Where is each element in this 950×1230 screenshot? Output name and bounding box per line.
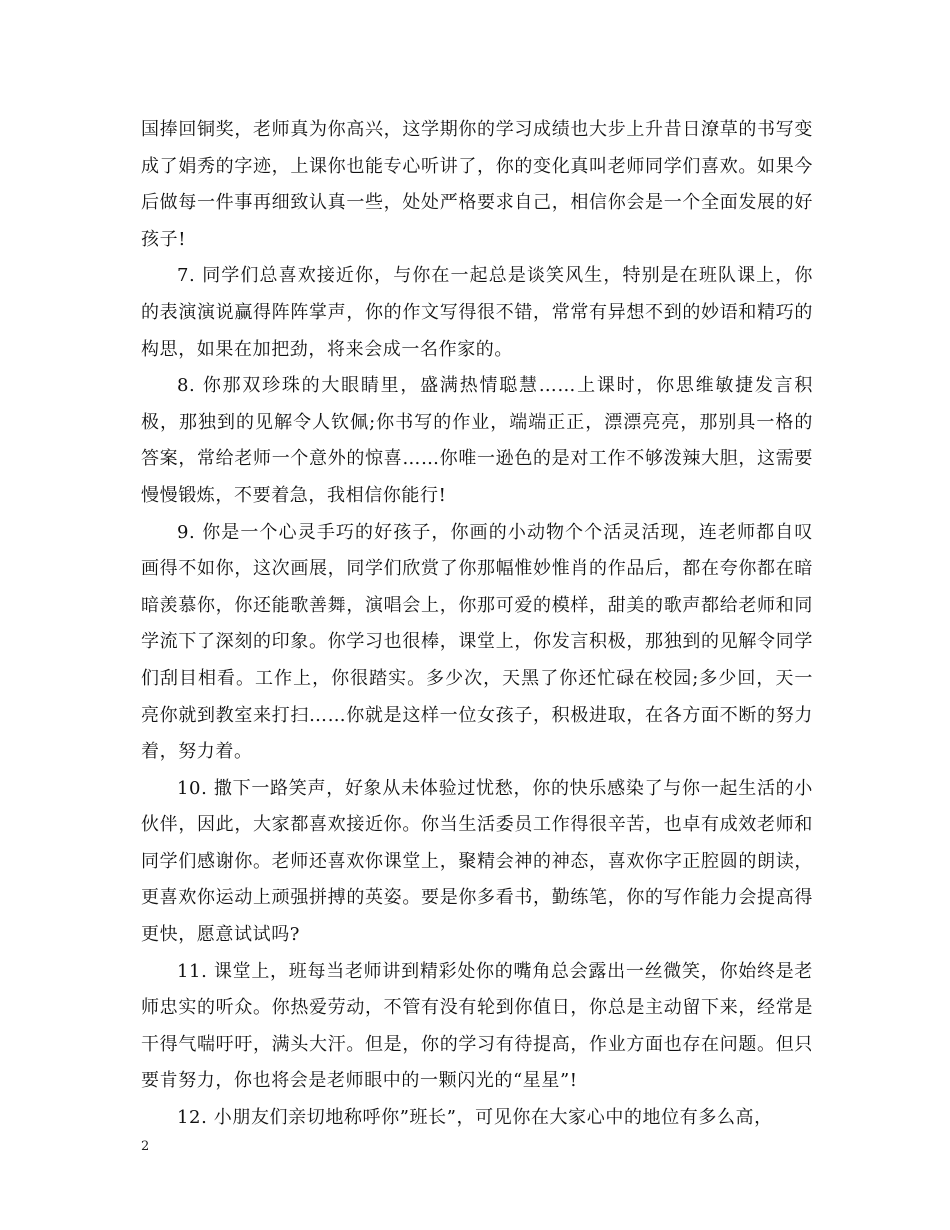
document-body — [141, 112, 813, 1137]
paragraph-comment-10: 10. 撒下一路笑声，好象从未体验过忧愁，你的快乐感染了与你一起生活的小伙伴，因此，大家都喜欢接近你。你当生活委员工作得很辛苦，也卓有成效老师和同学们感谢你。老师还喜欢你课堂上，聚精会神的神态，喜欢你字正腔圆的朗读，更喜欢你运动上顽强拼搏的英姿。要是你多看书，勤练笔，你的写作能力会提高得更快，愿意试试吗? — [141, 777, 813, 946]
paragraph-comment-9: 9. 你是一个心灵手巧的好孩子，你画的小动物个个活灵活现，连老师都自叹画得不如你，这次画展，同学们欣赏了你那幅惟妙惟肖的作品后，都在夸你都在暗暗羡慕你，你还能歌善舞，演唱会上，你那可爱的模样，甜美的歌声都给老师和同学流下了深刻的印象。你学习也很棒，课堂上，你发言积极，那独到的见解令同学们刮目相看。工作上，你很踏实。多少次，天黑了你还忙碌在校园;多少回，天一亮你就到教室来打扫……你就是这样一位女孩子，积极进取，在各方面不断的努力着，努力着。 — [141, 521, 813, 763]
page-number: 2 — [141, 1139, 150, 1154]
paragraph-comment-11: 11. 课堂上，班每当老师讲到精彩处你的嘴角总会露出一丝微笑，你始终是老师忠实的听众。你热爱劳动，不管有没有轮到你值日，你总是主动留下来，经常是干得气喘吁吁，满头大汗。但是，你的学习有待提高，作业方面也存在问题。但只要肯努力，你也将会是老师眼中的一颗闪光的“星星”! — [141, 960, 813, 1092]
paragraph-comment-7: 7. 同学们总喜欢接近你，与你在一起总是谈笑风生，特别是在班队课上，你的表演演说赢得阵阵掌声，你的作文写得很不错，常常有异想不到的妙语和精巧的构思，如果在加把劲，将来会成一名作家的。 — [141, 265, 813, 360]
paragraph-comment-8: 8. 你那双珍珠的大眼睛里，盛满热情聪慧……上课时，你思维敏捷发言积极，那独到的见解令人钦佩;你书写的作业，端端正正，漂漂亮亮，那别具一格的答案，常给老师一个意外的惊喜……你唯一逊色的是对工作不够泼辣大胆，这需要慢慢锻炼，不要着急，我相信你能行! — [141, 375, 813, 506]
paragraph-continuation: 国捧回铜奖，老师真为你高兴，这学期你的学习成绩也大步上升昔日潦草的书写变成了娟秀的字迹，上课你也能专心听讲了，你的变化真叫老师同学们喜欢。如果今后做每一件事再细致认真一些，处处严格要求自己，相信你会是一个全面发展的好孩子! — [141, 119, 813, 250]
paragraph-comment-12: 12. 小朋友们亲切地称呼你”班长”，可见你在大家心中的地位有多么高， — [177, 1107, 773, 1129]
